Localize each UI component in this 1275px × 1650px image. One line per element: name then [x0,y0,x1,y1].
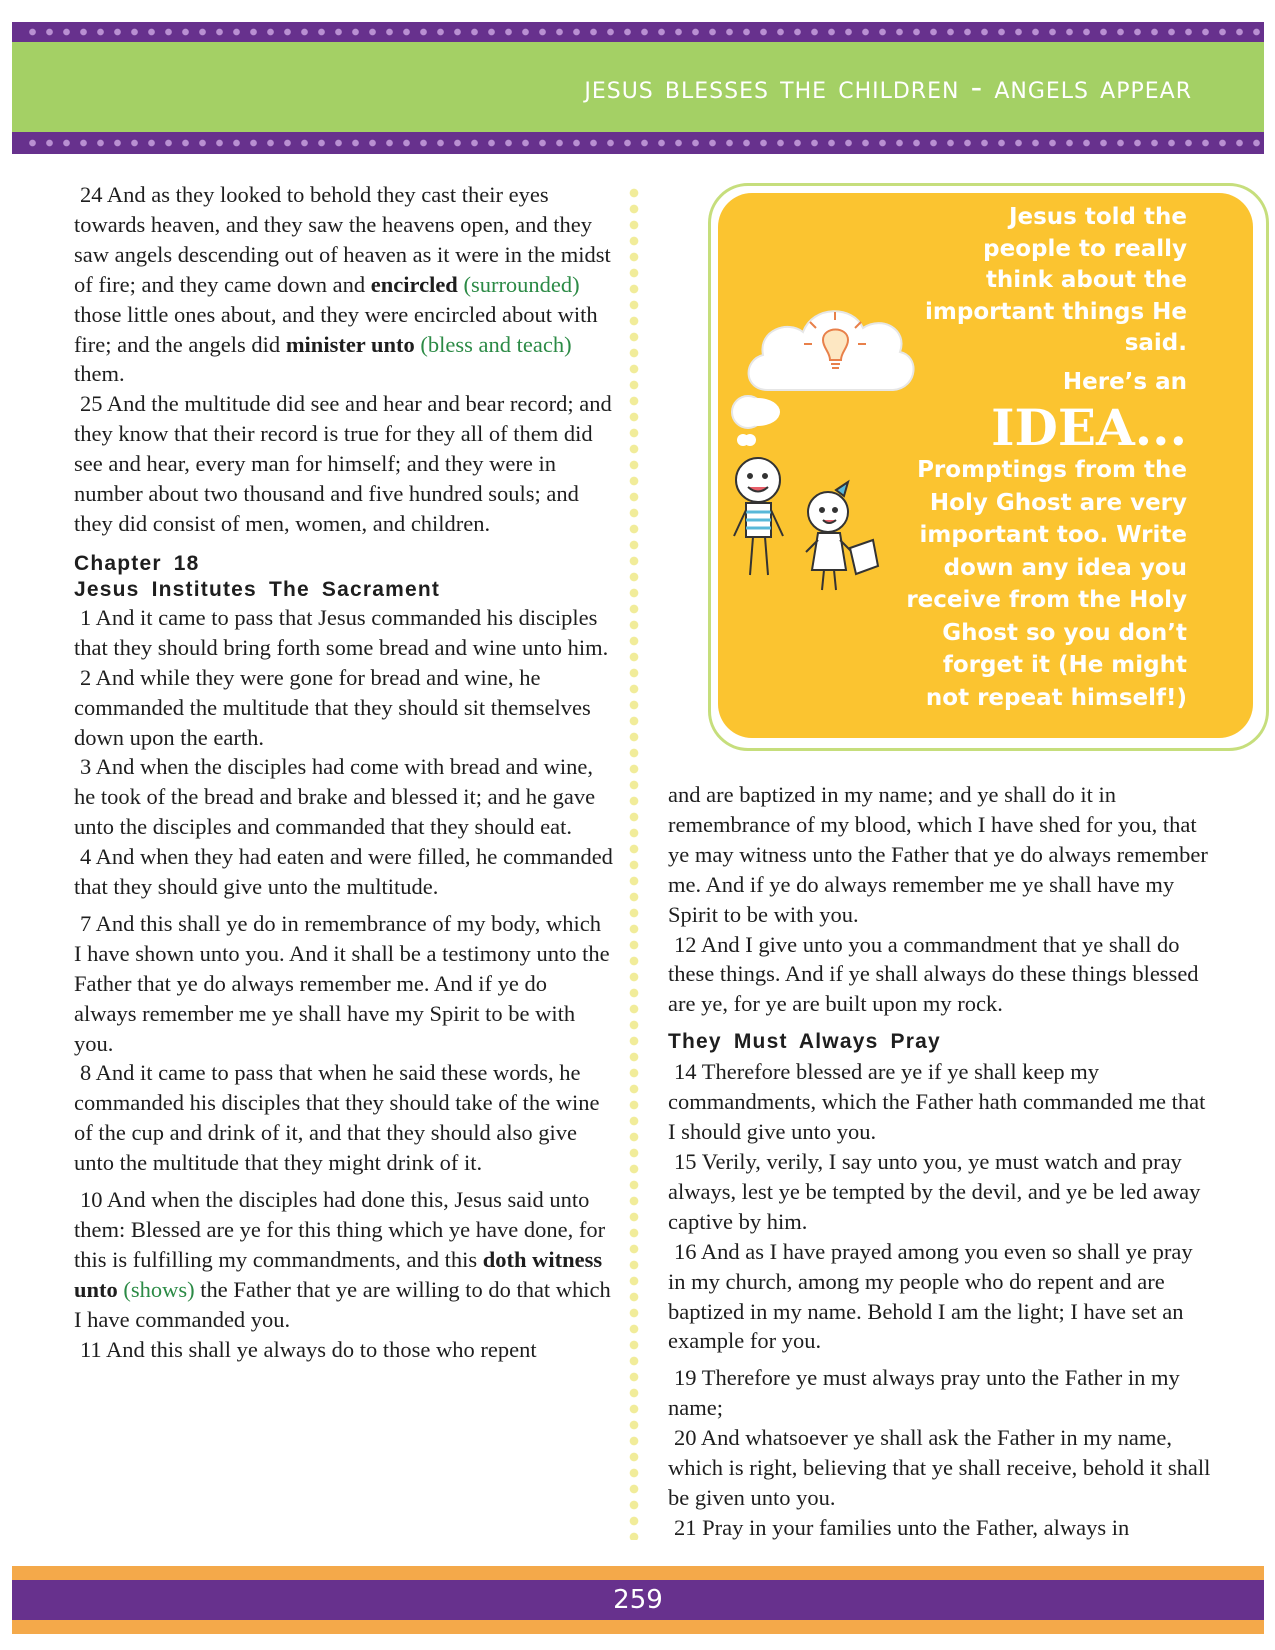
verse-11-continued: and are baptized in my name; and ye shall do it in remembrance of my blood, which I have shed for you, that ye may witness unto the Father that ye do always remember me. And if ye do always remember me ye shall have my Spirit to be with you. [668,782,1208,927]
callout-intro-text: Jesus told the people to really think about the important things He said. [925,204,1187,356]
page-number: 259 [613,1585,663,1615]
verse-11: 11 And this shall ye always do to those who repent [80,1336,537,1362]
verse-4: 4 And when they had eaten and were filled, he commanded that they should give unto the multitude. [74,844,613,900]
term-encircled: encircled [370,271,458,297]
thinking-kids-illustration [728,290,988,620]
verse-16: 16 And as I have prayed among you even so shall ye pray in my church, among my people who do repent and are baptized in my name. Behold I am the light; I have set an example for you. [668,1238,1193,1354]
term-minister-unto: minister unto [285,331,415,357]
section-title: They Must Always Pray [668,1030,941,1054]
verse-12: 12 And I give unto you a commandment that ye shall do these things. And if ye shall always do these things blessed are ye, for ye are built upon my rock. [668,931,1199,1017]
footer-orange-band-bottom [12,1620,1264,1634]
verse-25: 25 And the multitude did see and hear and bear record; and they know that their record is true for they all of them did see and hear, every man for himself; and they were in number about two thousand and five hundred souls; and they did consist of men, women, and children. [74,391,612,536]
right-column [668,780,1213,1543]
verse-10: 10 And when the disciples had done this, Jesus said unto them: Blessed are ye for this thing which ye have done, for this is fulfilling my commandments, and this doth witness unto (shows) the Father that ye are willing to do that which I have commanded you. [74,1187,611,1332]
footer-band [12,1580,1264,1620]
header-banner [12,42,1264,132]
gloss-surrounded: (surrounded) [463,271,580,297]
header-bottom-dotted-band [12,132,1264,154]
callout-body-text: Promptings from the Holy Ghost are very important too. Write down any idea you receive from the Holy Ghost so you don’t forget it (He might not repeat himself!) [906,457,1187,711]
gloss-shows: (shows) [123,1276,195,1302]
verse-14: 14 Therefore blessed are ye if ye shall keep my commandments, which the Father hath commanded me that I should give unto you. [668,1059,1206,1145]
left-column [74,180,614,1365]
callout-idea-heading: IDEA... [991,398,1187,457]
verse-3: 3 And when the disciples had come with bread and wine, he took of the bread and brake and blessed it; and he gave unto the disciples and commanded that they should eat. [74,754,596,840]
verse-20: 20 And whatsoever ye shall ask the Father in my name, which is right, believing that ye shall receive, behold it shall be given unto you. [668,1425,1211,1510]
verse-1: 1 And it came to pass that Jesus commanded his disciples that they should bring forth some bread and wine unto him. [74,604,609,660]
callout-heres-an: Here’s an [1062,369,1187,395]
page-title: jesus blesses the children - angels appear [584,68,1192,106]
verse-15: 15 Verily, verily, I say unto you, ye must watch and pray always, lest ye be tempted by the devil, and ye be led away captive by him. [668,1148,1201,1234]
verse-7: 7 And this shall ye do in remembrance of my body, which I have shown unto you. And it shall be a testimony unto the Father that ye do always remember me. And if ye do always remember me ye shall have my Spirit to be with you. [74,910,610,1056]
girl-figure-icon [806,482,878,590]
column-divider [629,185,639,1540]
verse-24: 24 And as they looked to behold they cast their eyes towards heaven, and they saw the heavens open, and they saw angels descending out of heaven as it were in the midst of fire; and they came down and encircled (surrounded) those little ones about, and they were encircled about with fire; and the angels did minister unto (bless and teach) them. [74,182,611,387]
verse-2: 2 And while they were gone for bread and wine, he commanded the multitude that they should sit themselves down upon the earth. [74,664,591,750]
verse-21: 21 Pray in your families unto the Father, always in [674,1514,1130,1540]
verse-19: 19 Therefore ye must always pray unto the Father in my name; [668,1365,1180,1421]
term-doth-witness-unto: doth witness unto [74,1246,603,1302]
chapter-label: Chapter 18 [74,551,200,575]
header-top-dotted-band [12,22,1264,42]
footer-orange-band [12,1566,1264,1580]
verse-8: 8 And it came to pass that when he said these words, he commanded his disciples that they should take of the wine of the cup and drink of it, and that they should also give unto the multitude that they might drink of it. [74,1060,600,1176]
chapter-title: Jesus Institutes The Sacrament [74,577,441,601]
boy-figure-icon [734,458,783,575]
gloss-bless-and-teach: (bless and teach) [420,331,572,357]
